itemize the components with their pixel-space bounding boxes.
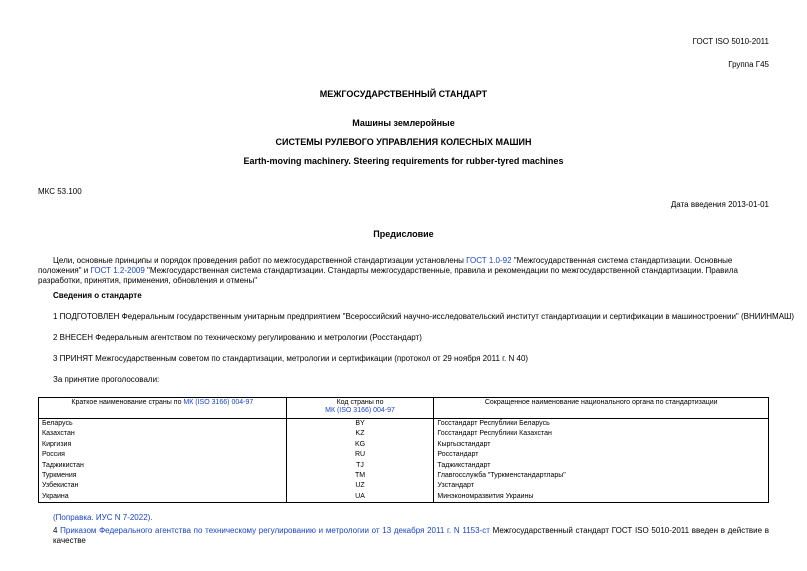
mk-iso-link[interactable]: МК (ISO 3166) 004-97 xyxy=(325,407,395,415)
countries-table xyxy=(38,397,769,503)
voted-label: За принятие проголосовали: xyxy=(53,375,160,384)
table-row: Казахстан KZ Госстандарт Республики Казахстан xyxy=(39,429,769,439)
order-link[interactable]: Приказом Федерального агентства по техническому регулированию и метрологии от 13 декабря 2011 г. N 1153-ст xyxy=(60,526,490,535)
header-code: Код страны по МК (ISO 3166) 004-97 xyxy=(286,398,434,419)
table-row: Россия RU Росстандарт xyxy=(39,450,769,460)
foreword-paragraph xyxy=(38,256,769,286)
gost-1-0-link[interactable]: ГОСТ 1.0-92 xyxy=(466,256,512,265)
item-prepared: 1 ПОДГОТОВЛЕН Федеральным государственным унитарным предприятием "Всероссийский научно-исследовательский институт стандартизации и сертификации в машиностроении" (ВНИИНМАШ) xyxy=(53,312,795,321)
header-body: Сокращенное наименование национального органа по стандартизации xyxy=(434,398,769,419)
amendment-link[interactable]: (Поправка. ИУС N 7-2022). xyxy=(53,513,153,522)
info-heading: Сведения о стандарте xyxy=(53,291,142,300)
group-code: Группа Г45 xyxy=(728,60,769,69)
foreword-heading: Предисловие xyxy=(373,229,434,239)
item-enacted: 4 Приказом Федерального агентства по техническому регулированию и метрологии от 13 декабря 2011 г. N 1153-ст Межгосударственный стандарт ГОСТ ISO 5010-2011 введен в действие в качестве xyxy=(53,526,770,545)
mks-code: МКС 53.100 xyxy=(38,187,82,196)
table-row: Таджикистан TJ Таджикстандарт xyxy=(39,461,769,471)
gost-1-2-link[interactable]: ГОСТ 1.2-2009 xyxy=(90,266,145,275)
standard-name-en: Earth-moving machinery. Steering requirements for rubber-tyred machines xyxy=(243,156,564,166)
standard-subject: Машины землеройные xyxy=(352,118,455,128)
foreword-text-a: Цели, основные принципы и порядок проведения работ по межгосударственной стандартизации установлены xyxy=(53,256,467,265)
table-row: Киргизия KG Кыргызстандарт xyxy=(39,440,769,450)
standard-name-ru: СИСТЕМЫ РУЛЕВОГО УПРАВЛЕНИЯ КОЛЕСНЫХ МАШИН xyxy=(275,137,532,147)
doc-number: ГОСТ ISO 5010-2011 xyxy=(692,37,769,46)
table-row: Украина UA Минэкономразвития Украины xyxy=(39,492,769,503)
table-row: Беларусь BY Госстандарт Республики Беларусь xyxy=(39,419,769,430)
foreword-text-c: "Межгосударственная система стандартизации. Стандарты межгосударственные, правила и рекомендации по межгосударственной стандартизации. Правила разработки, принятия, применения, обновления и отмены" xyxy=(38,266,738,285)
standard-type: МЕЖГОСУДАРСТВЕННЫЙ СТАНДАРТ xyxy=(319,89,488,99)
table-header-row xyxy=(39,398,769,419)
intro-date: Дата введения 2013-01-01 xyxy=(670,200,769,209)
table-row: Туркмения TM Главгосслужба "Туркменстандартлары" xyxy=(39,471,769,481)
table-row: Узбекистан UZ Узстандарт xyxy=(39,481,769,491)
item-adopted: 3 ПРИНЯТ Межгосударственным советом по стандартизации, метрологии и сертификации (протокол от 29 ноября 2011 г. N 40) xyxy=(53,354,529,363)
mk-iso-link[interactable]: МК (ISO 3166) 004-97 xyxy=(183,399,254,406)
item-submitted: 2 ВНЕСЕН Федеральным агентством по техническому регулированию и метрологии (Росстандарт) xyxy=(53,333,422,342)
header-country: Краткое наименование страны по МК (ISO 3166) 004-97 xyxy=(39,398,287,419)
foreword-text-b: "Межгосударственная система стандартизации. Основные положения" и xyxy=(38,256,733,275)
